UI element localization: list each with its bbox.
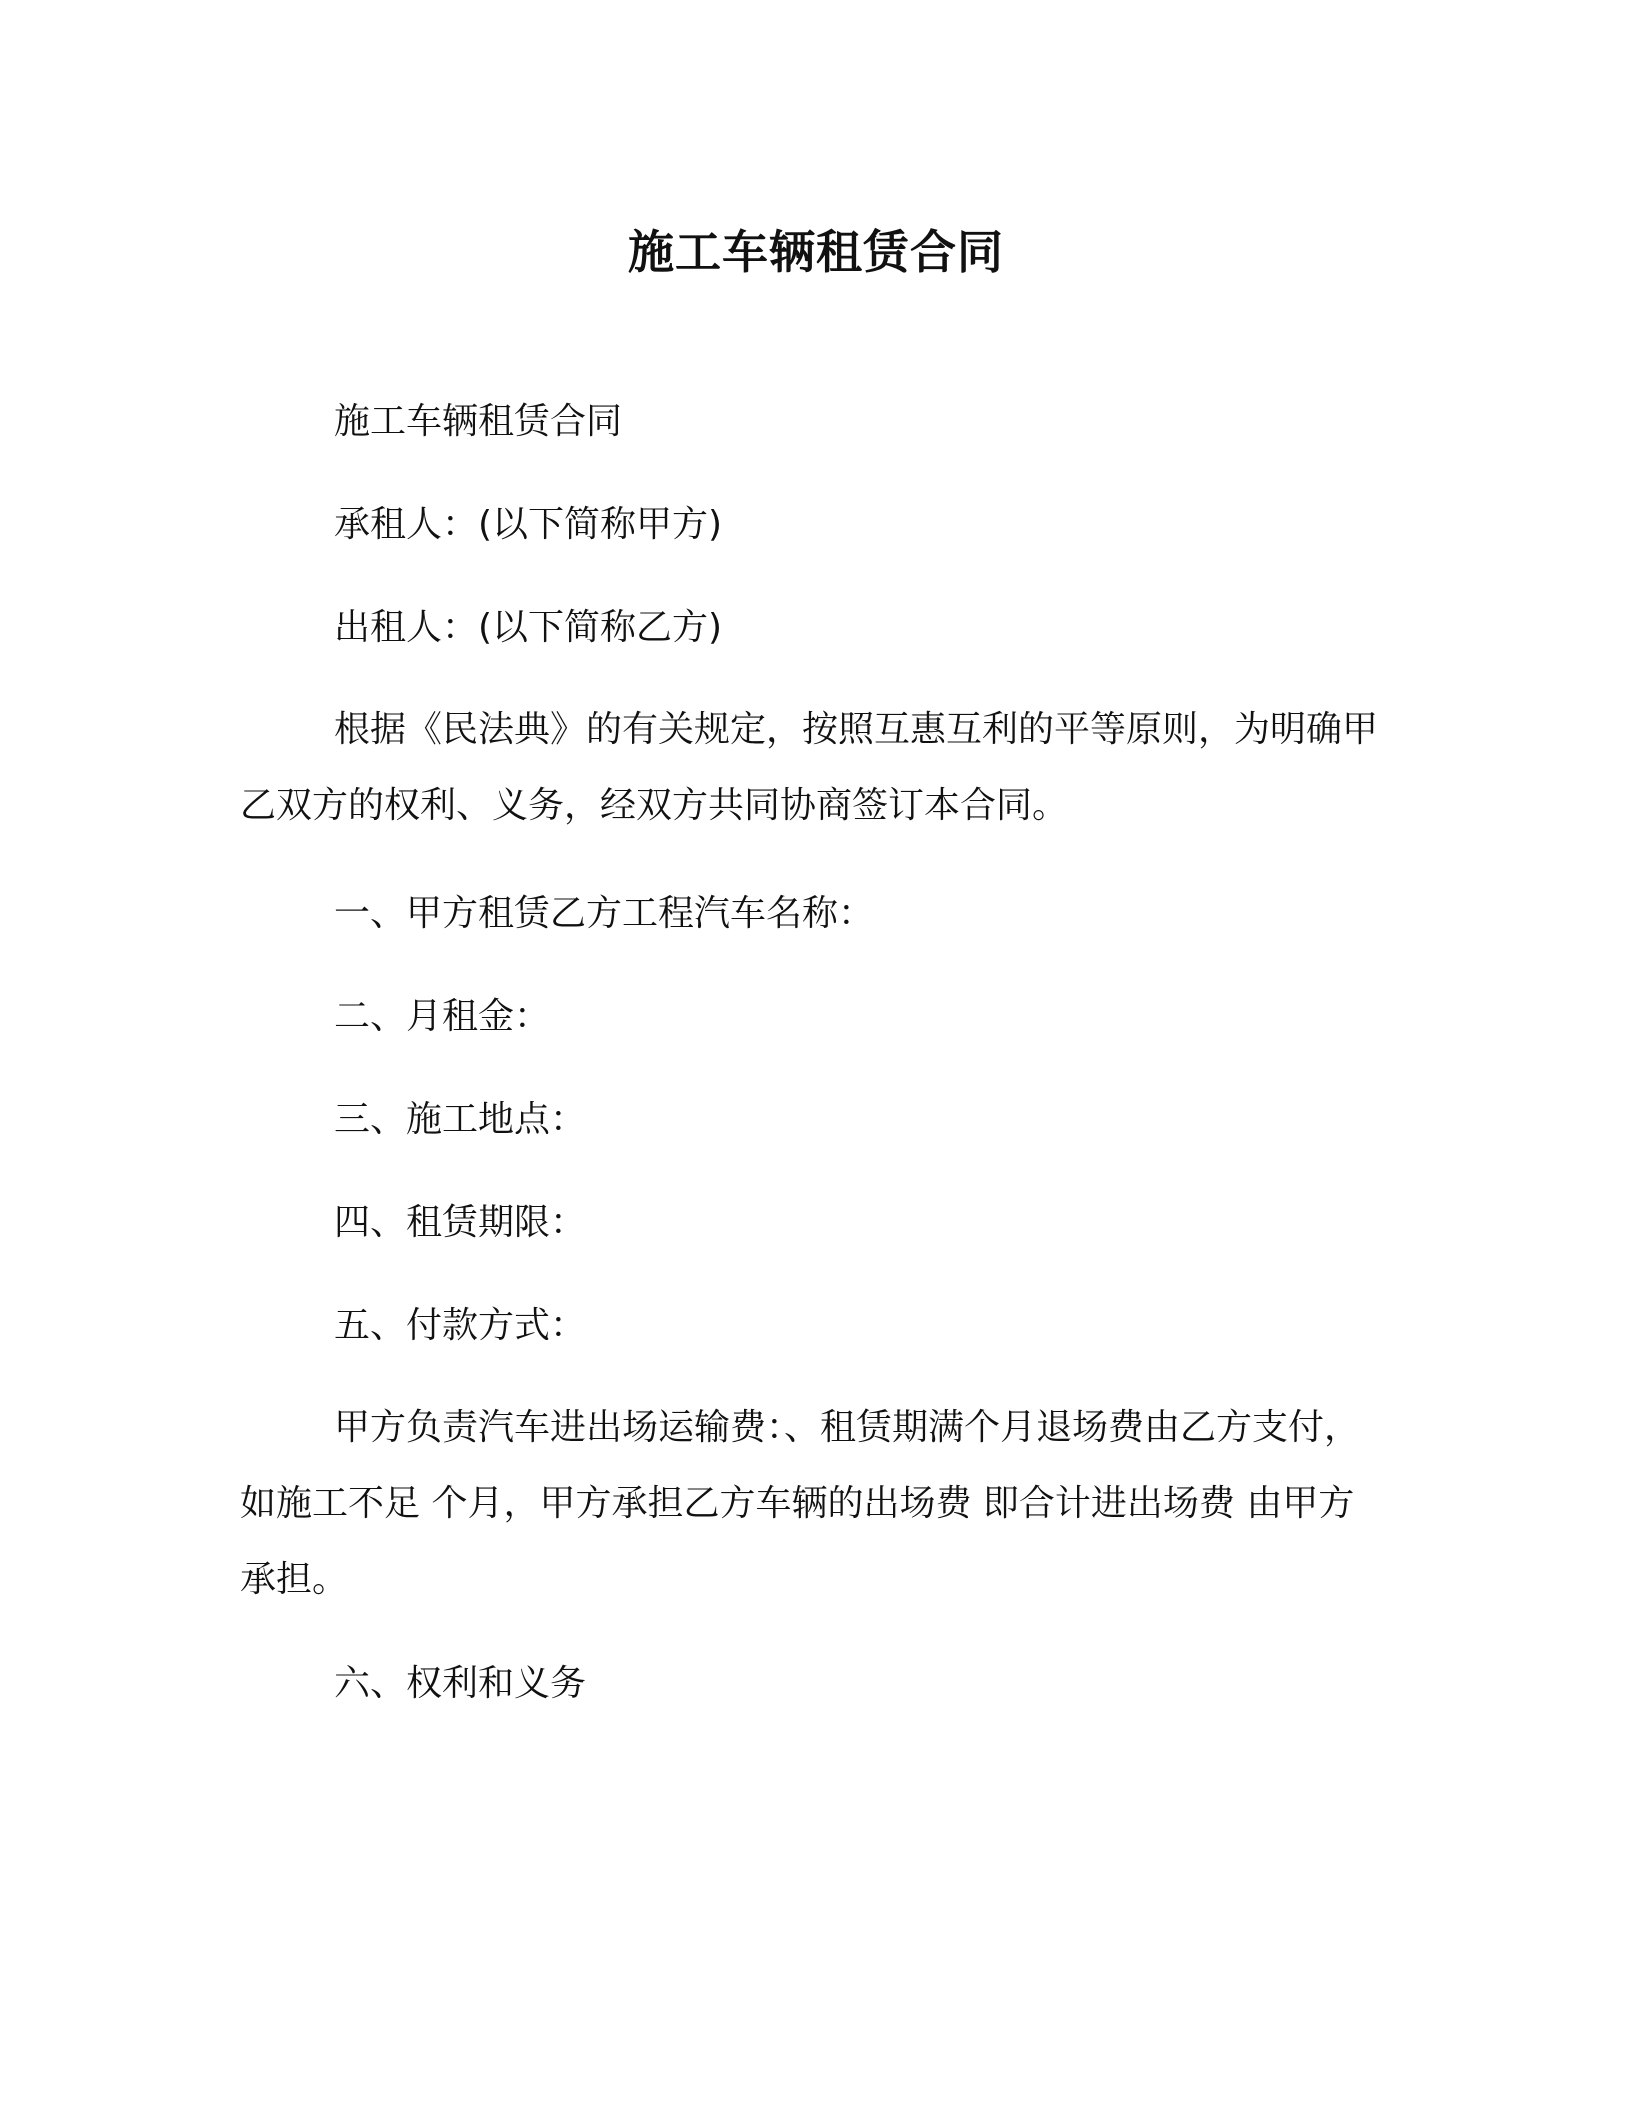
intro-paragraph: 根据《民法典》的有关规定，按照互惠互利的平等原则，为明确甲乙双方的权利、义务，经双方共同协商签订本合同。 [240, 709, 1379, 826]
lessee-line: 承租人：(以下简称甲方) [334, 504, 723, 545]
clause-construction-site: 三、施工地点： [334, 1099, 587, 1140]
payment-detail-paragraph: 甲方负责汽车进出场运输费：、租赁期满个月退场费由乙方支付，如施工不足 个月，甲方承担乙方车辆的出场费 即合计进出场费 由甲方承担。 [240, 1407, 1361, 1600]
clause-lease-term: 四、租赁期限： [334, 1202, 587, 1243]
clause-rights-obligations: 六、权利和义务 [334, 1663, 587, 1704]
clause-monthly-rent: 二、月租金： [334, 996, 551, 1037]
clause-payment-method: 五、付款方式： [334, 1305, 587, 1346]
lessor-line: 出租人：(以下简称乙方) [334, 607, 723, 648]
document-subtitle: 施工车辆租赁合同 [334, 401, 623, 442]
document-title: 施工车辆租赁合同 [628, 225, 1004, 279]
clause-vehicle-name: 一、甲方租赁乙方工程汽车名称： [334, 893, 875, 934]
